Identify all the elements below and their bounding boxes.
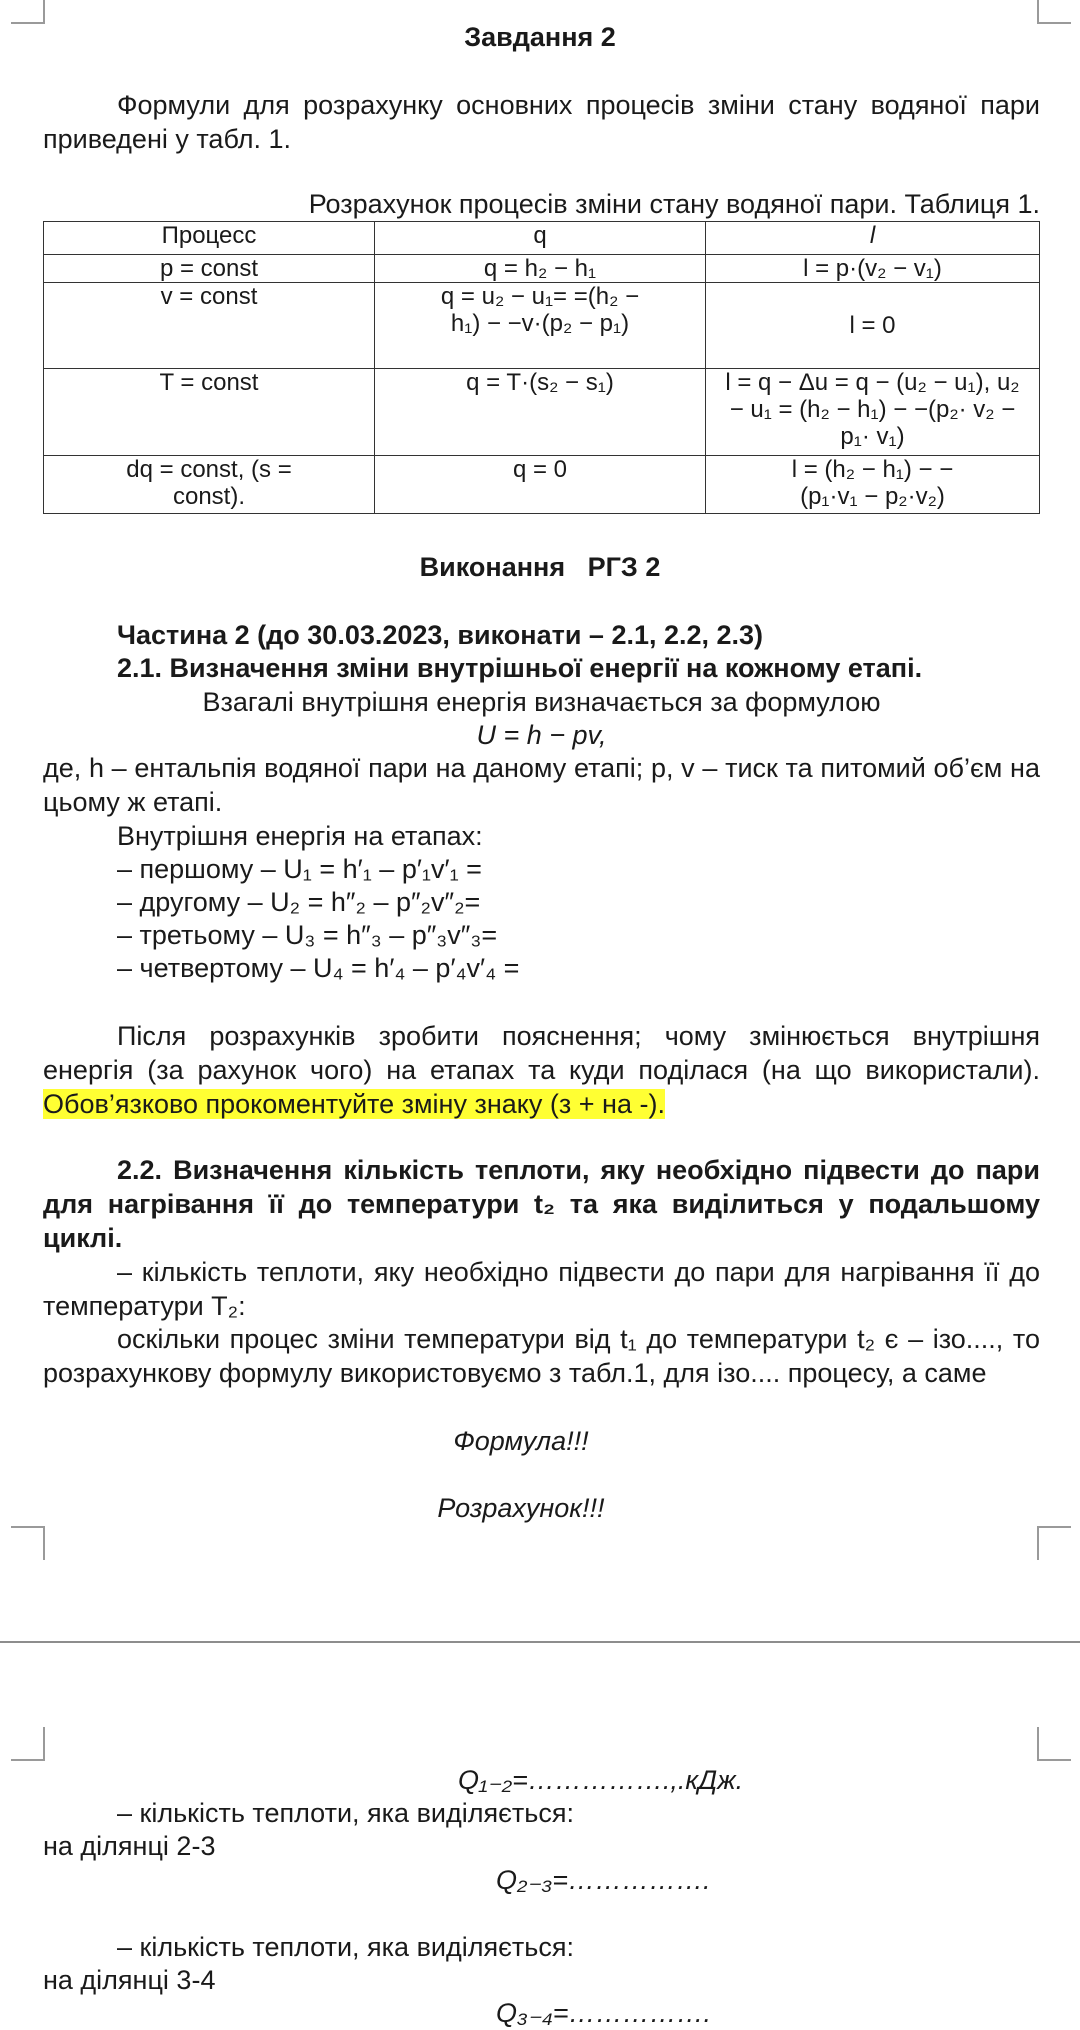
table-cell-l: l = p·(v₂ − v₁)	[706, 255, 1040, 283]
page-separator	[0, 1641, 1080, 1643]
table-cell-process: v = const	[44, 283, 375, 369]
stages-label: Внутрішня енергія на етапах:	[117, 821, 483, 851]
released-heat-label: – кількість теплоти, яка виділяється:	[117, 1932, 574, 1962]
table-cell-q: q = 0	[375, 456, 706, 514]
explanation-text: Після розрахунків зробити пояснення; чому змінюється внутрішня енергія (за рахунок чого) на етапах та куди поділася (на що використали).	[43, 1021, 1040, 1085]
document-page-2	[0, 1644, 1080, 2028]
calculation-placeholder: Розрахунок!!!	[437, 1493, 605, 1523]
explanation-paragraph	[43, 1019, 1040, 1121]
stage-4-energy: – четвертому – U₄ = h′₄ – p′₄v′₄ =	[117, 953, 520, 983]
formula-explanation: де, h – ентальпія водяної пари на даному етапі; p, v – тиск та питомий об’єм на цьому ж етапі.	[43, 753, 1040, 817]
formula-placeholder: Формула!!!	[453, 1426, 589, 1456]
highlighted-note: Обов’язково прокоментуйте зміну знаку (з + на -).	[43, 1089, 665, 1119]
heat-supply-line: – кількість теплоти, яку необхідно підвести до пари для нагрівання її до температури T₂:	[43, 1257, 1040, 1321]
section-title: Виконання РГЗ 2	[419, 552, 661, 582]
table-cell-process: dq = const, (s = const).	[44, 456, 375, 514]
table-header-q: q	[375, 222, 706, 255]
q34-result: Q₃₋₄=…………….	[496, 1998, 712, 2028]
part-title: Частина 2 (до 30.03.2023, виконати – 2.1, 2.2, 2.3)	[117, 620, 764, 650]
table-header-row	[44, 222, 1040, 255]
released-heat-label: – кількість теплоти, яка виділяється:	[117, 1798, 574, 1828]
segment-2-3-label: на ділянці 2-3	[43, 1831, 216, 1861]
table-row	[44, 456, 1040, 514]
crop-mark	[1037, 1727, 1071, 1761]
process-reasoning: оскільки процес зміни температури від t₁ до температури t₂ є – ізо...., то розрахункову формулу використовуємо з табл.1, для ізо.... процесу, а саме	[43, 1324, 1040, 1388]
crop-mark	[1037, 1526, 1071, 1560]
table-row	[44, 255, 1040, 283]
table-caption: Розрахунок процесів зміни стану водяної пари. Таблиця 1.	[308, 189, 1040, 219]
processes-table	[43, 221, 1040, 514]
crop-mark	[11, 1727, 45, 1761]
table-cell-q: q = u₂ − u₁= =(h₂ − h₁) − −v·(p₂ − p₁)	[375, 283, 706, 369]
stage-2-energy: – другому – U₂ = h″₂ – p″₂v″₂=	[117, 887, 481, 917]
table-row	[44, 283, 1040, 369]
intro-paragraph: Формули для розрахунку основних процесів зміни стану водяної пари приведені у табл. 1.	[43, 90, 1040, 154]
table-row	[44, 369, 1040, 456]
table-cell-l: l = (h₂ − h₁) − −(p₁·v₁ − p₂·v₂)	[706, 456, 1040, 514]
segment-3-4-label: на ділянці 3-4	[43, 1965, 216, 1995]
q23-result: Q₂₋₃=…………….	[496, 1865, 711, 1895]
table-cell-process: p = const	[44, 255, 375, 283]
stage-1-energy: – першому – U₁ = h′₁ – p′₁v′₁ =	[117, 854, 482, 884]
table-cell-q: q = h₂ − h₁	[375, 255, 706, 283]
table-cell-process: T = const	[44, 369, 375, 456]
section-2-1-intro: Взагалі внутрішня енергія визначається за формулою	[202, 687, 881, 717]
table-cell-l: l = q − Δu = q − (u₂ − u₁), u₂ − u₁ = (h₂ − h₁) − −(p₂· v₂ − p₁· v₁)	[706, 369, 1040, 456]
table-cell-l: l = 0	[706, 283, 1040, 369]
q12-result: Q₁₋₂=…………….,.кДж.	[458, 1765, 744, 1795]
task-title: Завдання 2	[464, 22, 616, 52]
crop-mark	[11, 1526, 45, 1560]
internal-energy-formula: U = h − pv,	[476, 720, 607, 750]
table-header-l: l	[706, 222, 1040, 255]
table-cell-q: q = T·(s₂ − s₁)	[375, 369, 706, 456]
stage-3-energy: – третьому – U₃ = h″₃ – p″₃v″₃=	[117, 920, 498, 950]
table-header-process: Процесс	[44, 222, 375, 255]
section-2-2-title: 2.2. Визначення кількість теплоти, яку необхідно підвести до пари для нагрівання її до температури t₂ та яка виділиться у подальшому циклі.	[43, 1155, 1040, 1253]
section-2-1-title: 2.1. Визначення зміни внутрішньої енергії на кожному етапі.	[117, 653, 923, 683]
